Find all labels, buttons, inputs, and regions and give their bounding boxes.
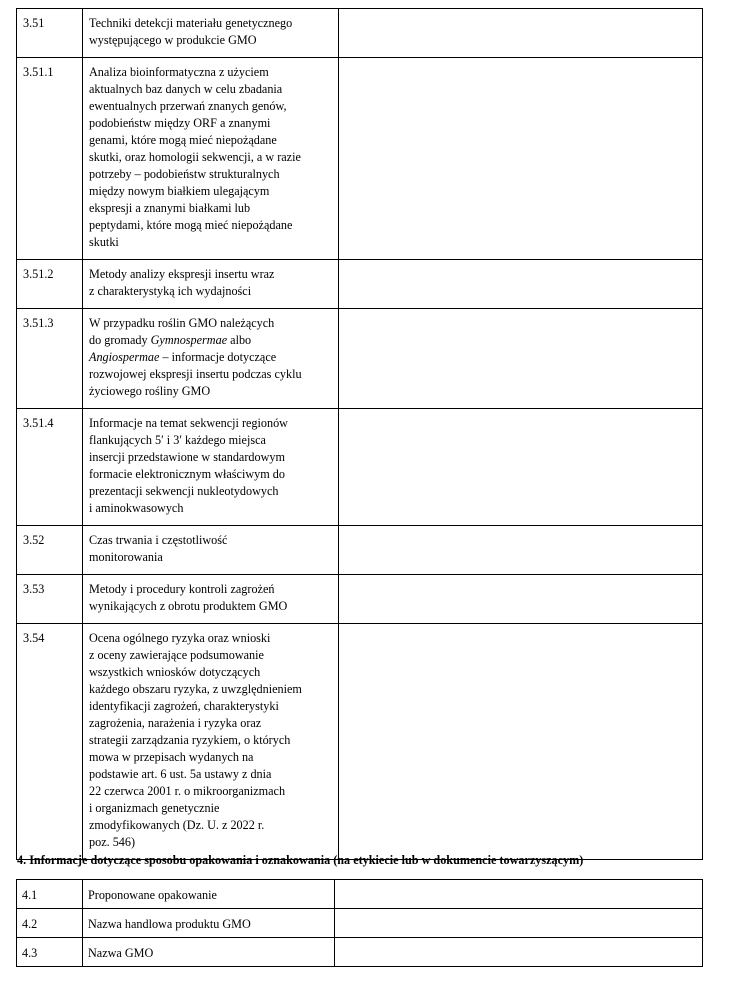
row-number: 3.51.4 (17, 409, 83, 526)
row-value-cell[interactable] (335, 880, 703, 909)
row-number: 3.51.2 (17, 260, 83, 309)
row-description: Proponowane opakowanie (83, 880, 335, 909)
table-row (17, 309, 703, 409)
row-number: 3.51.3 (17, 309, 83, 409)
row-description: Analiza bioinformatyczna z użyciem aktualnych baz danych w celu zbadania ewentualnych przerwań znanych genów, podobieństw między ORF a znanymi genami, które mogą mieć niepożądane skutki, oraz homologii sekwencji, a w razie potrzeby – podobieństw strukturalnych między nowym białkiem ulegającym ekspresji a znanymi białkami lub peptydami, które mogą mieć niepożądane skutki (83, 58, 339, 260)
row-value-cell[interactable] (339, 624, 703, 860)
row-value-cell[interactable] (339, 409, 703, 526)
table-row (17, 909, 703, 938)
row-value-cell[interactable] (335, 909, 703, 938)
table-row (17, 409, 703, 526)
row-description: Czas trwania i częstotliwość monitorowania (83, 526, 339, 575)
row-description: W przypadku roślin GMO należących do gromady Gymnospermae albo Angiospermae – informacje dotyczące rozwojowej ekspresji insertu podczas cyklu życiowego rośliny GMO (83, 309, 339, 409)
section-heading: 4. Informacje dotyczące sposobu opakowania i oznakowania (na etykiecie lub w dokumencie towarzyszącym) (17, 853, 584, 867)
row-number: 3.54 (17, 624, 83, 860)
row-value-cell[interactable] (339, 260, 703, 309)
row-number: 3.52 (17, 526, 83, 575)
row-description: Metody i procedury kontroli zagrożeń wynikających z obrotu produktem GMO (83, 575, 339, 624)
row-number: 3.53 (17, 575, 83, 624)
row-value-cell[interactable] (335, 938, 703, 967)
row-description: Techniki detekcji materiału genetycznego występującego w produkcie GMO (83, 9, 339, 58)
requirements-table (16, 8, 703, 860)
table-row (17, 880, 703, 909)
row-value-cell[interactable] (339, 575, 703, 624)
row-value-cell[interactable] (339, 526, 703, 575)
row-description: Ocena ogólnego ryzyka oraz wnioski z oceny zawierające podsumowanie wszystkich wniosków dotyczących każdego obszaru ryzyka, z uwzględnieniem identyfikacji zagrożeń, charakterystyki zagrożenia, narażenia i ryzyka oraz strategii zarządzania ryzykiem, o których mowa w przepisach wydanych na podstawie art. 6 ust. 5a ustawy z dnia 22 czerwca 2001 r. o mikroorganizmach i organizmach genetycznie zmodyfikowanych (Dz. U. z 2022 r. poz. 546) (83, 624, 339, 860)
row-value-cell[interactable] (339, 58, 703, 260)
table-row (17, 526, 703, 575)
row-description: Nazwa handlowa produktu GMO (83, 909, 335, 938)
table-row (17, 624, 703, 860)
table-row (17, 58, 703, 260)
row-description: Informacje na temat sekwencji regionów flankujących 5′ i 3′ każdego miejsca insercji przedstawione w standardowym formacie elektronicznym właściwym do prezentacji sekwencji nukleotydowych i aminokwasowych (83, 409, 339, 526)
row-number: 4.1 (17, 880, 83, 909)
table-row (17, 938, 703, 967)
row-value-cell[interactable] (339, 9, 703, 58)
row-number: 4.3 (17, 938, 83, 967)
row-number: 4.2 (17, 909, 83, 938)
row-value-cell[interactable] (339, 309, 703, 409)
row-description: Metody analizy ekspresji insertu wraz z charakterystyką ich wydajności (83, 260, 339, 309)
table-row (17, 9, 703, 58)
row-number: 3.51.1 (17, 58, 83, 260)
table-row (17, 575, 703, 624)
packaging-table (16, 879, 703, 967)
table-row (17, 260, 703, 309)
row-number: 3.51 (17, 9, 83, 58)
row-description: Nazwa GMO (83, 938, 335, 967)
